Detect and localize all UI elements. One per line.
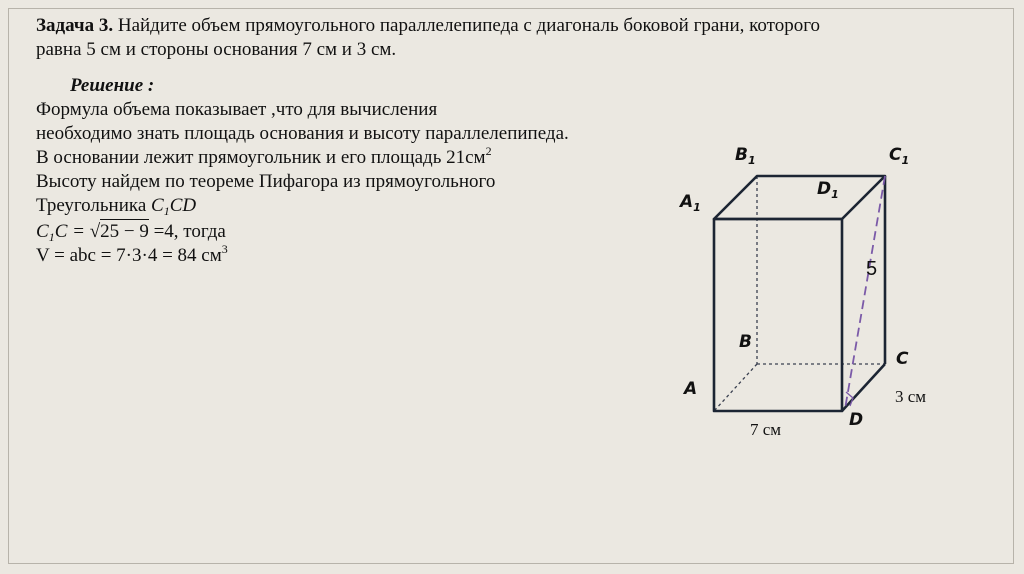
problem-title: Задача 3. [36,15,114,36]
sqrt-sign: √ [89,221,101,242]
hidden-edges [714,176,885,411]
triangle-subscript: 1 [163,204,170,218]
solution-line-5 [36,194,196,218]
vertex-label-c1: $C_1$ [889,145,910,167]
problem-line-2: равна 5 см и стороны основания 7 см и 3 см. [36,39,397,60]
vertex-label-b1: $B_1$ [735,145,756,167]
cubed-exponent: 3 [221,242,228,256]
solution-line-2: необходимо знать площадь основания и высоту параллелепипеда. [36,123,569,144]
formula-c-subscript: 1 [48,230,55,244]
squared-exponent: 2 [485,144,492,158]
formula-result: =4, тогда [148,221,226,242]
sqrt-radicand: 25 − 9 [100,221,149,242]
triangle-vertex-c1: C [151,195,164,216]
formula-c: C [36,221,49,242]
solution-line-3 [36,146,492,170]
front-face [714,219,842,411]
formula-lhs: C = [54,221,90,242]
volume-formula: V = abc = 7·3·4 = 84 см [36,245,222,266]
vertex-label-c: C [896,349,909,369]
vertex-label-d: D [849,410,864,430]
vertex-label-a: A [684,379,698,399]
solution-line-4: Высоту найдем по теореме Пифагора из прямоугольного [36,171,496,192]
solution-line-3-text: В основании лежит прямоугольник и его площадь 21см [36,147,486,168]
solution-line-6 [36,220,226,244]
vertex-label-a1: $A_1$ [680,192,701,214]
visible-edges [714,176,885,411]
problem-statement [36,14,986,62]
problem-line-1: Найдите объем прямоугольного параллелепипеда с диагональ боковой грани, которого [113,15,821,36]
hidden-edge-ab [714,364,757,411]
parallelepiped-diagram [660,130,990,450]
triangle-vertices-cd: CD [169,195,197,216]
length-label: 7 см [750,420,782,439]
solution-title: Решение : [70,75,155,96]
width-label: 3 см [895,387,927,406]
top-face [714,176,885,219]
vertex-label-b: B [739,332,752,352]
solution-line-5-text: Треугольника [36,195,152,216]
solution-line-1: Формула объема показывает ,что для вычисления [36,99,438,120]
solution-line-7 [36,244,228,268]
vertex-label-d1: $D_1$ [817,179,839,201]
diagonal-length-label: 5 [866,258,878,280]
